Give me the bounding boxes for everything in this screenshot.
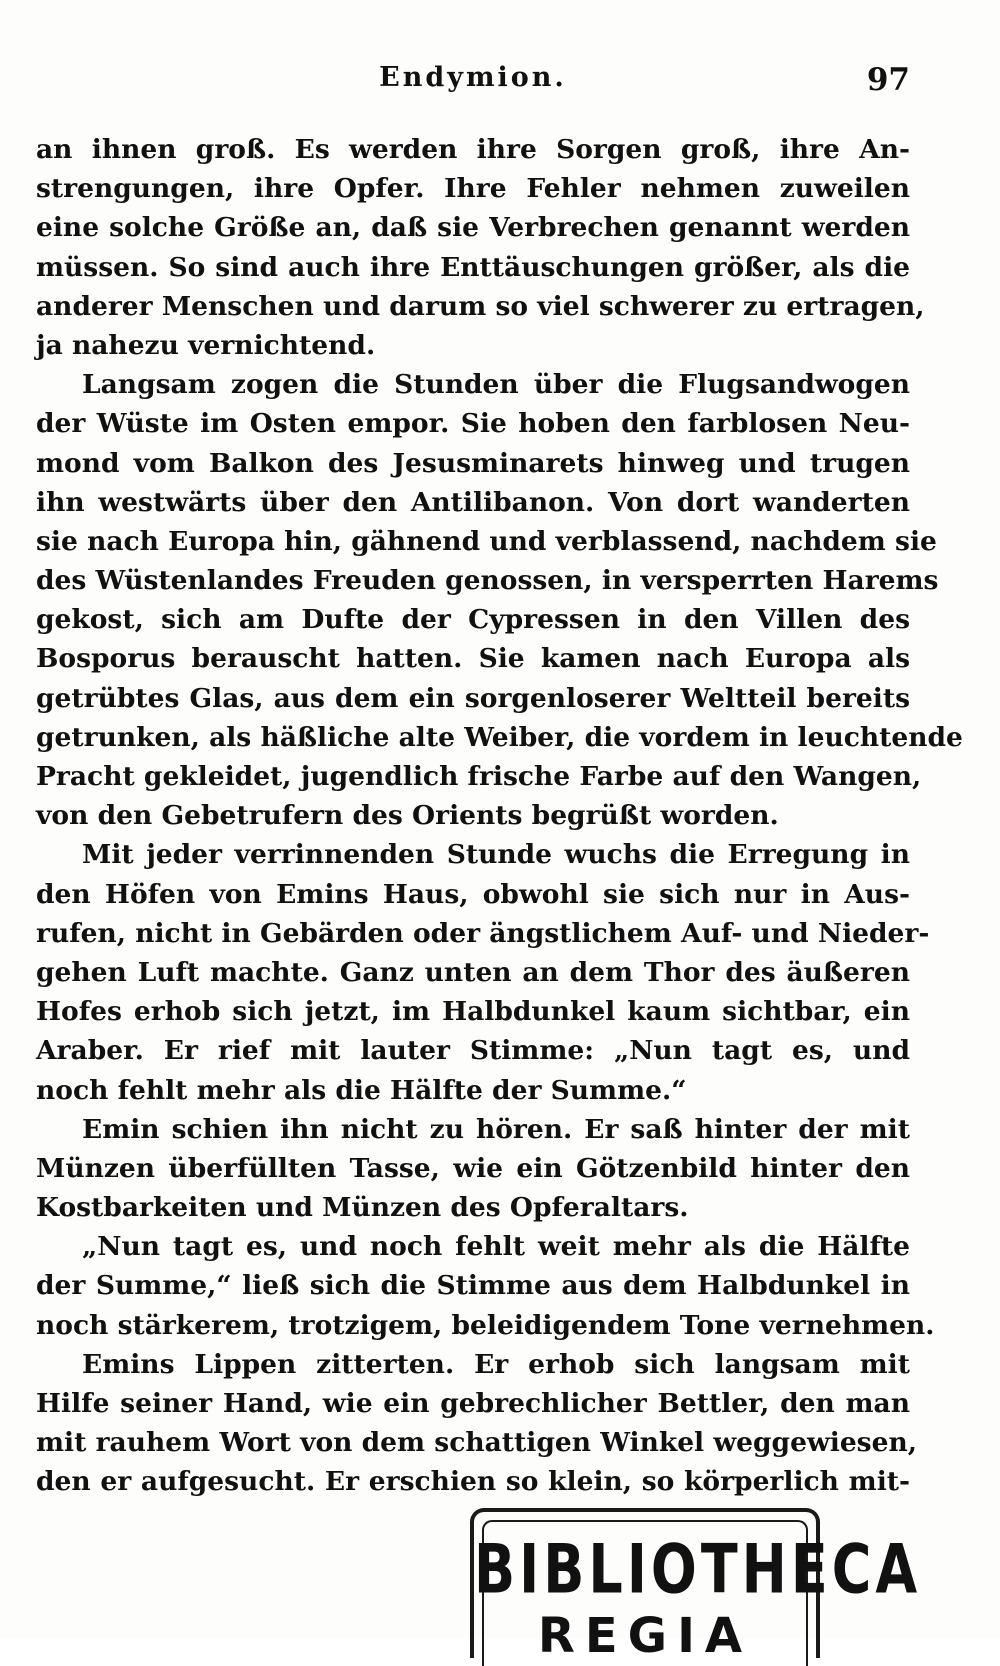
text-line: sie nach Europa hin, gähnend und verblassend, nachdem sie (36, 525, 937, 557)
library-stamp (470, 1508, 922, 1664)
text-line: den er aufgesucht. Er erschien so klein, so körperlich mit- (36, 1466, 910, 1498)
text-line: Araber. Er rief mit lauter Stimme: „Nun tagt es, und (36, 1035, 910, 1067)
text-line: ihn westwärts über den Antilibanon. Von dort wanderten (36, 486, 910, 518)
text-line: rufen, nicht in Gebärden oder ängstlichem Auf- und Nieder- (36, 917, 930, 949)
stamp-text-line2: REGIA (537, 1608, 753, 1664)
body-text (36, 130, 963, 1502)
page-number: 97 (866, 62, 910, 98)
text-line: strengungen, ihre Opfer. Ihre Fehler nehmen zuweilen (36, 173, 910, 205)
text-line: eine solche Größe an, daß sie Verbrechen genannt werden (36, 212, 910, 244)
text-line: müssen. So sind auch ihre Enttäuschungen größer, als die (36, 251, 910, 283)
text-line: an ihnen groß. Es werden ihre Sorgen groß, ihre An- (36, 134, 910, 165)
text-line: noch stärkerem, trotzigem, beleidigendem Tone vernehmen. (36, 1309, 935, 1341)
text-line: Langsam zogen die Stunden über die Flugsandwogen (82, 369, 910, 401)
text-line: gekost, sich am Dufte der Cypressen in den Villen des (36, 604, 910, 636)
text-line: Emins Lippen zitterten. Er erhob sich langsam mit (82, 1348, 910, 1380)
text-line: Münzen überfüllten Tasse, wie ein Götzenbild hinter den (36, 1152, 910, 1184)
text-line: noch fehlt mehr als die Hälfte der Summe.“ (36, 1074, 687, 1106)
text-line: Pracht gekleidet, jugendlich frische Farbe auf den Wangen, (36, 761, 922, 792)
text-line: Hilfe seiner Hand, wie ein gebrechlicher Bettler, den man (36, 1388, 910, 1419)
page-header (36, 62, 910, 102)
text-line: getrübtes Glas, aus dem ein sorgenloserer Weltteil bereits (36, 682, 910, 714)
text-line: getrunken, als häßliche alte Weiber, die vordem in leuchtende (36, 721, 963, 753)
text-line: Hofes erhob sich jetzt, im Halbdunkel kaum sichtbar, ein (36, 996, 910, 1028)
text-line: der Summe,“ ließ sich die Stimme aus dem Halbdunkel in (36, 1270, 910, 1302)
text-line: Emin schien ihn nicht zu hören. Er saß hinter der mit (82, 1113, 910, 1145)
text-line: des Wüstenlandes Freuden genossen, in versperrten Harems (36, 565, 939, 597)
running-title: Endymion. (379, 62, 567, 93)
text-line: anderer Menschen und darum so viel schwerer zu ertragen, (36, 290, 925, 322)
text-line: Mit jeder verrinnenden Stunde wuchs die Erregung in (82, 839, 910, 871)
text-line: mit rauhem Wort von dem schattigen Winkel weggewiesen, (36, 1427, 917, 1459)
text-line: „Nun tagt es, und noch fehlt weit mehr als die Hälfte (82, 1231, 910, 1263)
text-line: der Wüste im Osten empor. Sie hoben den farblosen Neu- (36, 408, 910, 440)
stamp-text-line1: BIBLIOTHECA (474, 1530, 922, 1609)
text-line: den Höfen von Emins Haus, obwohl sie sich nur in Aus- (36, 878, 910, 910)
text-line: gehen Luft machte. Ganz unten an dem Thor des äußeren (36, 956, 910, 988)
text-line: mond vom Balkon des Jesusminarets hinweg und trugen (36, 447, 910, 479)
text-line: ja nahezu vernichtend. (36, 329, 376, 361)
text-line: Bosporus berauscht hatten. Sie kamen nach Europa als (36, 643, 910, 675)
text-line: von den Gebetrufern des Orients begrüßt worden. (36, 800, 779, 832)
text-line: Kostbarkeiten und Münzen des Opferaltars. (36, 1192, 689, 1224)
